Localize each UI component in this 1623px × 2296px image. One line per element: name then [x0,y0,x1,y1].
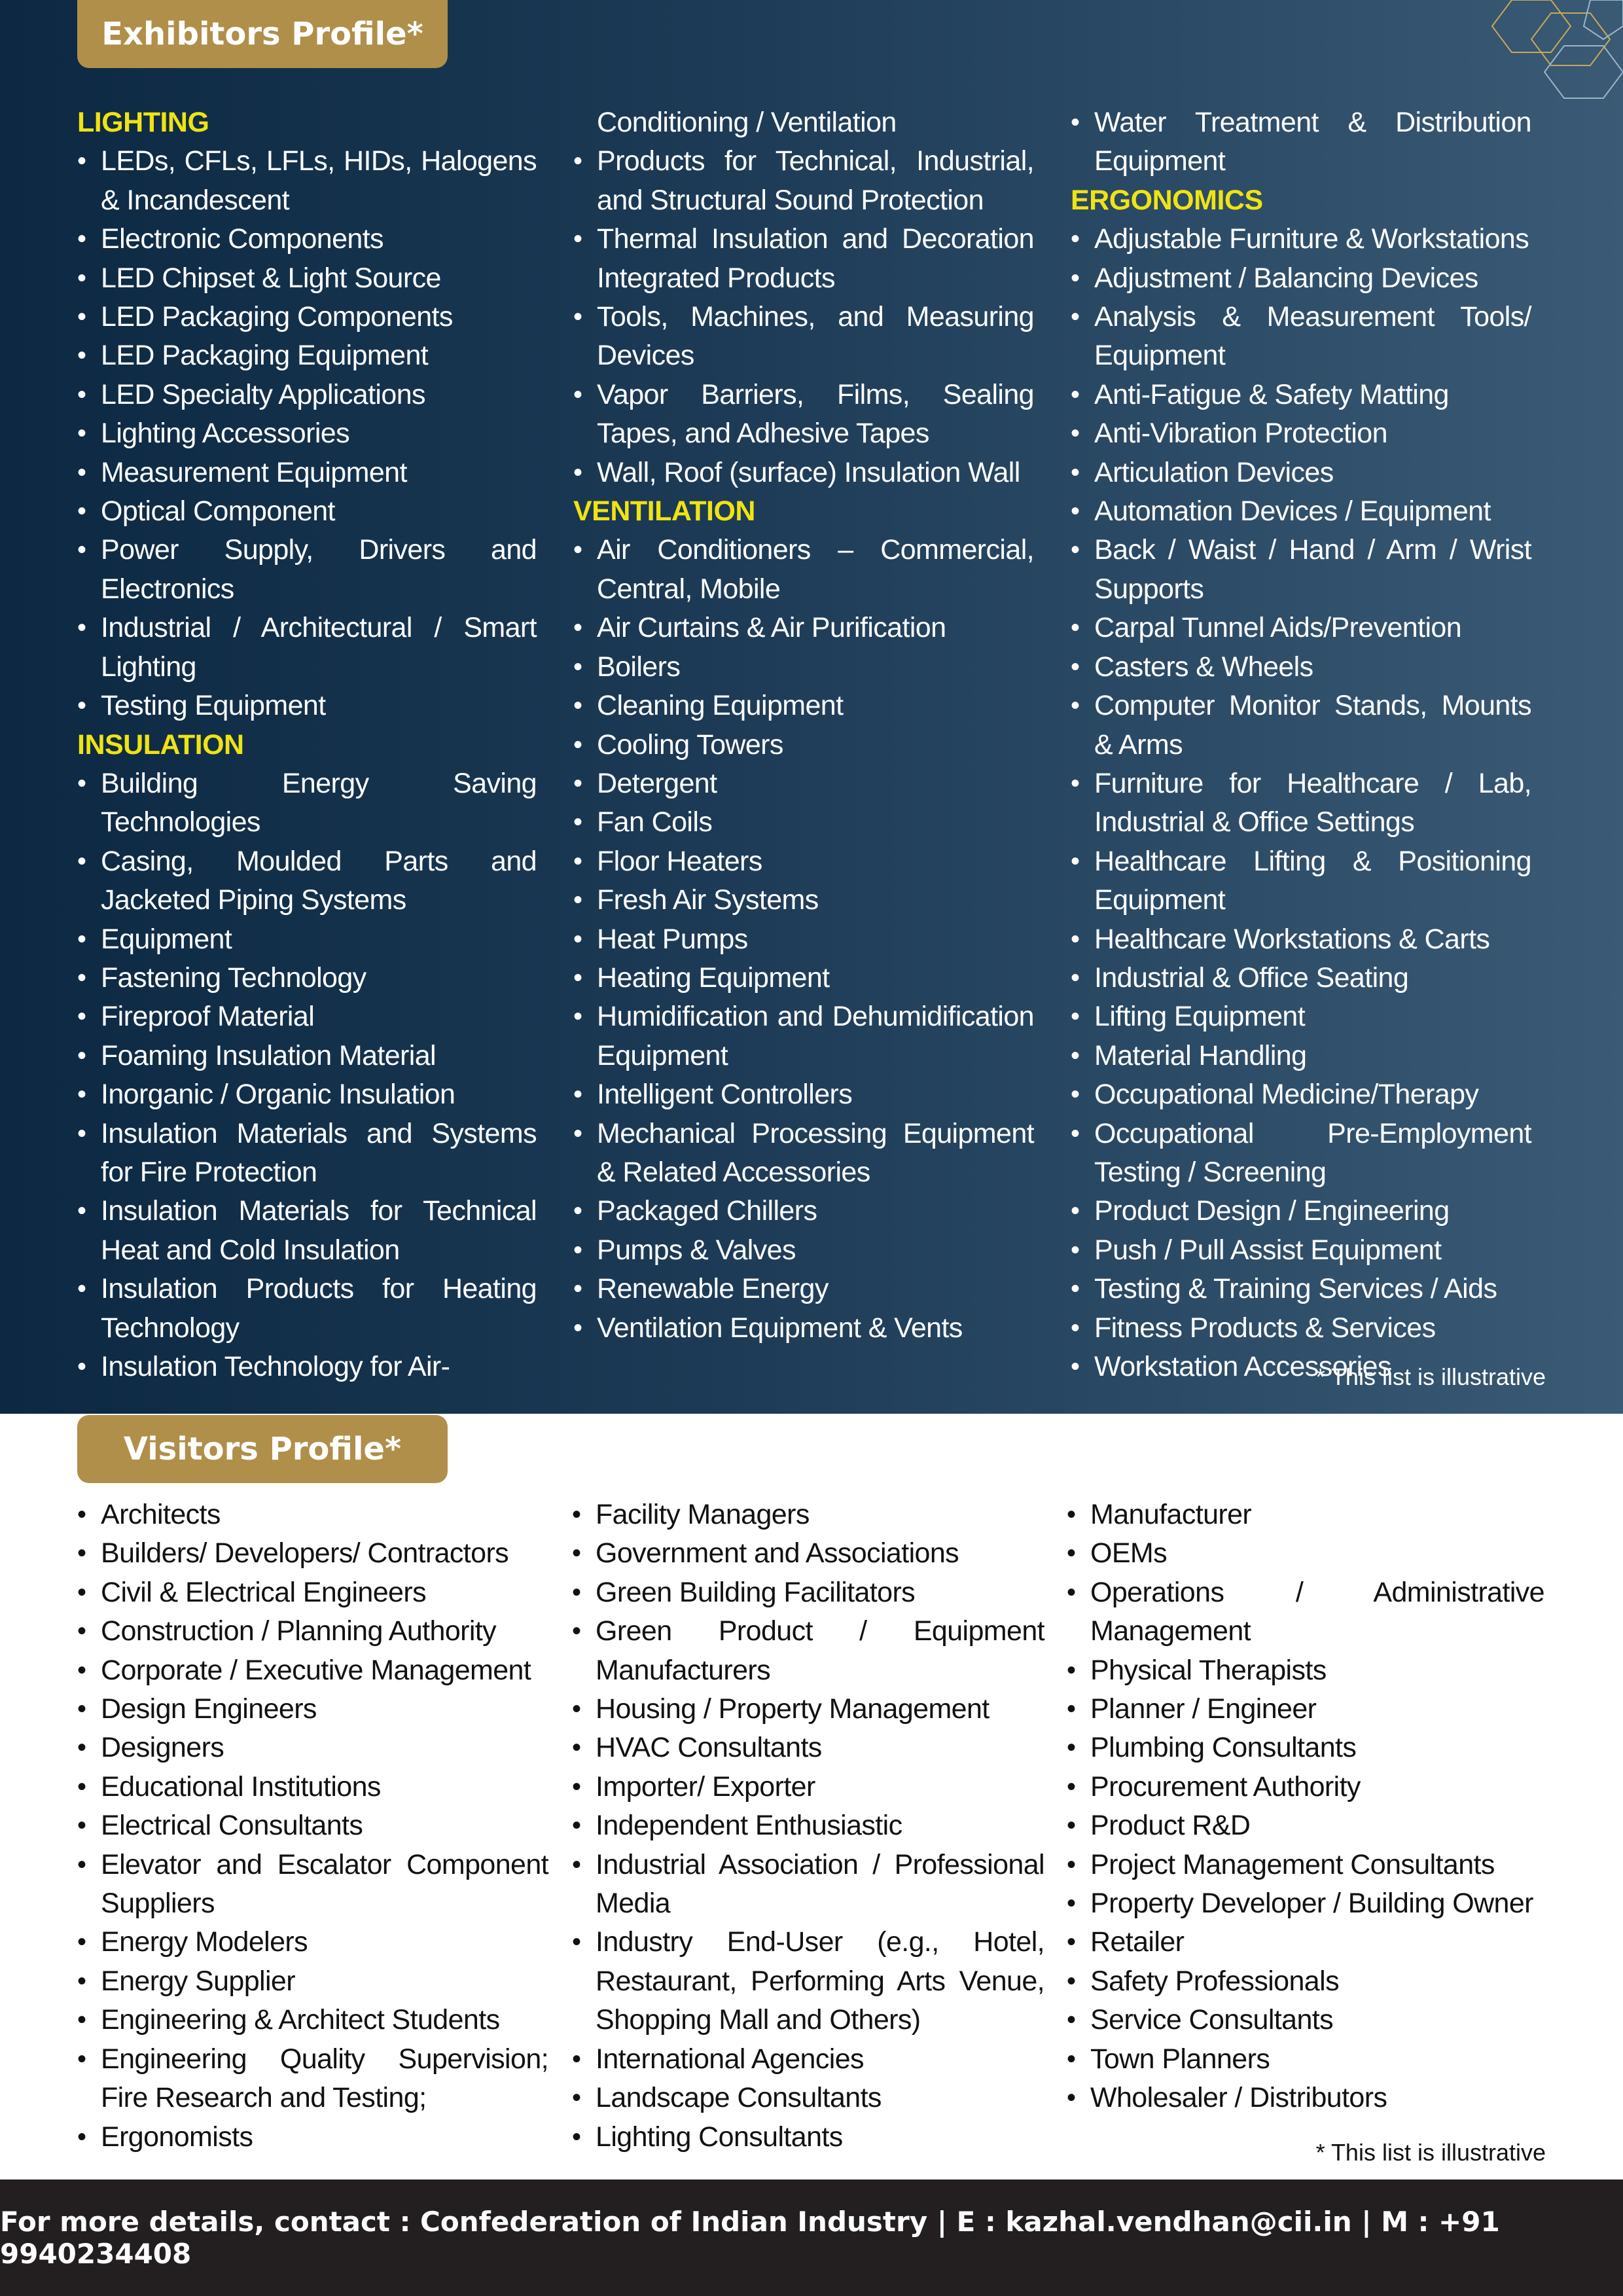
list-item: • Insulation Products for Heating Technology [77,1270,537,1348]
list-item: • Construction / Planning Authority [77,1612,548,1651]
list-item: • Green Building Facilitators [572,1573,1044,1612]
list-item: • Thermal Insulation and Decoration Integrated Products [573,220,1034,298]
list-item: • Fan Coils [573,803,1034,842]
list-item: • Industrial / Architectural / Smart Lighting [77,609,537,687]
list-item: • Mechanical Processing Equipment & Related Accessories [573,1115,1034,1193]
contact-footer [0,2179,1623,2296]
list-item: • Workstation Accessories [1071,1348,1531,1386]
list-item: • LED Specialty Applications [77,376,537,414]
list-item: • Physical Therapists [1067,1651,1544,1690]
list-item: • Planner / Engineer [1067,1690,1544,1729]
list-item: • Government and Associations [572,1534,1044,1573]
list-item: • Air Curtains & Air Purification [573,609,1034,647]
list-item: • Carpal Tunnel Aids/Prevention [1071,609,1531,647]
list-item: • Optical Component [77,492,537,531]
list-item: • Facility Managers [572,1496,1044,1534]
list-item: • Casing, Moulded Parts and Jacketed Piping Systems [77,842,537,920]
exhibitors-profile-header: Exhibitors Profile* [77,0,448,68]
list-item: • Insulation Materials and Systems for Fire Protection [77,1115,537,1193]
list-item: • Measurement Equipment [77,454,537,492]
list-item: • Push / Pull Assist Equipment [1071,1231,1531,1270]
list-item: • Electrical Consultants [77,1806,548,1845]
list-item: • Fastening Technology [77,959,537,997]
list-item: • Engineering Quality Supervision; Fire Research and Testing; [77,2040,548,2118]
list-item: • Heating Equipment [573,959,1034,997]
list-item: • Occupational Pre-Employment Testing / Screening [1071,1115,1531,1193]
list-item: • Wholesaler / Distributors [1067,2079,1544,2117]
insulation-list-2 [573,142,1034,492]
list-item: • Casters & Wheels [1071,648,1531,687]
list-item: • Designers [77,1729,548,1767]
visitors-column-3 [1067,1496,1544,2118]
list-item: • Property Developer / Building Owner [1067,1884,1544,1923]
visitors-list-3 [1067,1496,1544,2118]
list-item: • Back / Waist / Hand / Arm / Wrist Supports [1071,531,1531,609]
ergonomics-list [1071,220,1531,1386]
list-item: • Service Consultants [1067,2001,1544,2039]
list-item: • Civil & Electrical Engineers [77,1573,548,1612]
list-item: • Humidification and Dehumidification Equipment [573,997,1034,1075]
exhibitors-column-3 [1071,103,1531,1386]
exhibitors-column-2 [573,103,1034,1348]
list-item: • LED Packaging Equipment [77,336,537,375]
list-item: • Green Product / Equipment Manufacturers [572,1612,1044,1690]
visitors-list-2 [572,1496,1044,2157]
list-item: • Product R&D [1067,1806,1544,1845]
exhibitors-illustrative-note: * This list is illustrative [1315,1363,1546,1390]
visitors-column-1 [77,1496,548,2157]
list-item: • Independent Enthusiastic [572,1806,1044,1845]
list-item: • Energy Modelers [77,1923,548,1962]
list-item: • Cleaning Equipment [573,687,1034,725]
list-item: • Retailer [1067,1923,1544,1962]
list-item: • Housing / Property Management [572,1690,1044,1729]
ventilation-list [573,531,1034,1348]
list-item: • HVAC Consultants [572,1729,1044,1767]
list-item: • Boilers [573,648,1034,687]
list-item: • LED Chipset & Light Source [77,259,537,298]
list-item: • Energy Supplier [77,1962,548,2001]
list-item: • Articulation Devices [1071,454,1531,492]
list-item: • Corporate / Executive Management [77,1651,548,1690]
list-item: • Ventilation Equipment & Vents [573,1309,1034,1348]
list-item: • Wall, Roof (surface) Insulation Wall [573,454,1034,492]
list-item: • Ergonomists [77,2118,548,2157]
list-item: • Renewable Energy [573,1270,1034,1308]
list-item: • Equipment [77,920,537,959]
contact-details: For more details, contact : Confederation of Indian Industry | E : kazhal.vendhan@cii.in | M : +91 9940234408 [0,2206,1500,2270]
list-item: • Occupational Medicine/Therapy [1071,1075,1531,1114]
list-item: • Air Conditioners – Commercial, Central, Mobile [573,531,1034,609]
visitors-list-1 [77,1496,548,2157]
list-item: • International Agencies [572,2040,1044,2079]
list-item: • Healthcare Lifting & Positioning Equipment [1071,842,1531,920]
list-item: • Safety Professionals [1067,1962,1544,2001]
insulation-continued-list [573,103,1034,142]
list-item: • Water Treatment & Distribution Equipment [1071,103,1531,181]
list-item: • Lighting Accessories [77,414,537,453]
list-item: • Industrial & Office Seating [1071,959,1531,997]
list-item: • Healthcare Workstations & Carts [1071,920,1531,959]
list-item: • Electronic Components [77,220,537,259]
list-item: • Computer Monitor Stands, Mounts & Arms [1071,687,1531,764]
list-item: • Building Energy Saving Technologies [77,764,537,842]
list-item: • Fitness Products & Services [1071,1309,1531,1348]
list-item: • Cooling Towers [573,726,1034,764]
list-item: • Automation Devices / Equipment [1071,492,1531,531]
list-item: • Foaming Insulation Material [77,1037,537,1075]
list-item: • Industry End-User (e.g., Hotel, Restaurant, Performing Arts Venue, Shopping Mall and Others) [572,1923,1044,2039]
list-item: • Operations / Administrative Management [1067,1573,1544,1651]
list-item: • Engineering & Architect Students [77,2001,548,2039]
list-item: • OEMs [1067,1534,1544,1573]
list-item: • Project Management Consultants [1067,1846,1544,1884]
list-item: • Products for Technical, Industrial, and Structural Sound Protection [573,142,1034,220]
list-item: • Architects [77,1496,548,1534]
list-item: • Lifting Equipment [1071,997,1531,1036]
list-item: • Lighting Consultants [572,2118,1044,2157]
list-item: • Landscape Consultants [572,2079,1044,2117]
list-item: • Town Planners [1067,2040,1544,2079]
list-item: • Fresh Air Systems [573,881,1034,920]
list-item: Conditioning / Ventilation [597,107,897,138]
list-item: • Testing Equipment [77,687,537,725]
list-item: • Design Engineers [77,1690,548,1729]
list-item: • Product Design / Engineering [1071,1192,1531,1230]
list-item: • Anti-Vibration Protection [1071,414,1531,453]
list-item: • LEDs, CFLs, LFLs, HIDs, Halogens & Incandescent [77,142,537,220]
list-item: • Procurement Authority [1067,1768,1544,1806]
visitors-profile-header: Visitors Profile* [77,1415,448,1483]
list-item: • Heat Pumps [573,920,1034,959]
list-item: • Manufacturer [1067,1496,1544,1534]
list-item: • Importer/ Exporter [572,1768,1044,1806]
list-item: • Builders/ Developers/ Contractors [77,1534,548,1573]
list-item: • Detergent [573,764,1034,803]
list-item: • Inorganic / Organic Insulation [77,1075,537,1114]
visitors-column-2 [572,1496,1044,2157]
category-insulation: INSULATION [77,728,244,761]
list-item: • Anti-Fatigue & Safety Matting [1071,376,1531,414]
list-item: • Power Supply, Drivers and Electronics [77,531,537,609]
category-lighting: LIGHTING [77,107,209,138]
list-item: • Insulation Technology for Air- [77,1348,537,1386]
list-item: • Tools, Machines, and Measuring Devices [573,298,1034,376]
list-item: • Floor Heaters [573,842,1034,881]
list-item: • Insulation Materials for Technical Heat and Cold Insulation [77,1192,537,1270]
list-item: • Analysis & Measurement Tools/ Equipment [1071,298,1531,376]
list-item: • Furniture for Healthcare / Lab, Industrial & Office Settings [1071,764,1531,842]
list-item: • Adjustable Furniture & Workstations [1071,220,1531,259]
category-ergonomics: ERGONOMICS [1071,184,1263,216]
category-ventilation: VENTILATION [573,495,755,528]
list-item: • Testing & Training Services / Aids [1071,1270,1531,1308]
list-item: • Material Handling [1071,1037,1531,1075]
list-item: • Adjustment / Balancing Devices [1071,259,1531,298]
list-item: • Packaged Chillers [573,1192,1034,1230]
list-item: • Educational Institutions [77,1768,548,1806]
list-item: • LED Packaging Components [77,298,537,336]
list-item: • Vapor Barriers, Films, Sealing Tapes, and Adhesive Tapes [573,376,1034,454]
lighting-list [77,142,537,725]
list-item: • Fireproof Material [77,997,537,1036]
insulation-list [77,764,537,1387]
list-item: • Elevator and Escalator Component Suppliers [77,1846,548,1924]
list-item: • Plumbing Consultants [1067,1729,1544,1767]
list-item: • Industrial Association / Professional Media [572,1846,1044,1924]
visitors-illustrative-note: * This list is illustrative [1315,2139,1546,2166]
list-item: • Pumps & Valves [573,1231,1034,1270]
list-item: • Intelligent Controllers [573,1075,1034,1114]
exhibitors-column-1 [77,103,537,1386]
ventilation-list-2 [1071,103,1531,181]
